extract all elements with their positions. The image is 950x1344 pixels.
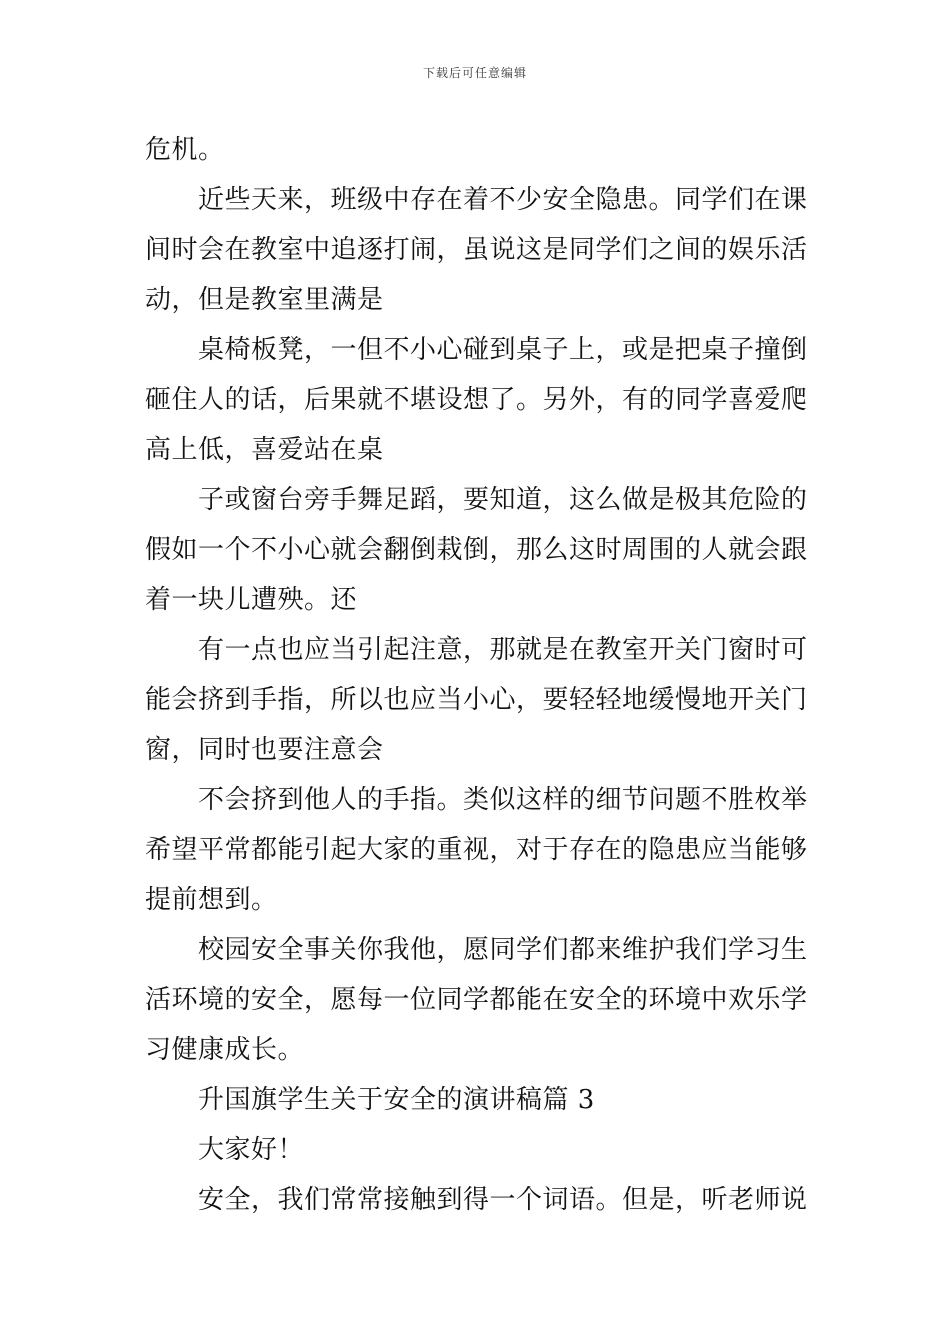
text-line: 校园安全事关你我他，愿同学们都来维护我们学习生 — [198, 935, 808, 965]
greeting-line: 大家好！ — [198, 1135, 305, 1165]
text-line: 安全，我们常常接触到得一个词语。但是，听老师说 — [198, 1185, 808, 1215]
text-line: 近些天来，班级中存在着不少安全隐患。同学们在课 — [198, 185, 808, 215]
text-line: 动，但是教室里满是 — [145, 285, 384, 315]
text-line: 能会挤到手指，所以也应当小心，要轻轻地缓慢地开关门 — [145, 685, 808, 715]
text-line: 间时会在教室中追逐打闹，虽说这是同学们之间的娱乐活 — [145, 235, 808, 265]
text-line: 活环境的安全，愿每一位同学都能在安全的环境中欢乐学 — [145, 985, 808, 1015]
text-line: 有一点也应当引起注意，那就是在教室开关门窗时可 — [198, 635, 808, 665]
text-line: 窗，同时也要注意会 — [145, 735, 384, 765]
text-line: 高上低，喜爱站在桌 — [145, 435, 384, 465]
text-line: 假如一个不小心就会翻倒栽倒，那么这时周围的人就会跟 — [145, 535, 808, 565]
text-line: 危机。 — [145, 135, 225, 165]
text-line: 桌椅板凳，一但不小心碰到桌子上，或是把桌子撞倒 — [198, 335, 808, 365]
document-body — [145, 125, 825, 1225]
text-line: 习健康成长。 — [145, 1035, 305, 1065]
section-heading: 升国旗学生关于安全的演讲稿篇 3 — [198, 1085, 595, 1115]
page-header-note: 下载后可任意编辑 — [422, 66, 527, 80]
text-line: 着一块儿遭殃。还 — [145, 585, 358, 615]
text-line: 希望平常都能引起大家的重视，对于存在的隐患应当能够 — [145, 835, 808, 865]
text-line: 提前想到。 — [145, 885, 278, 915]
text-line: 砸住人的话，后果就不堪设想了。另外，有的同学喜爱爬 — [145, 385, 808, 415]
text-line: 子或窗台旁手舞足蹈，要知道，这么做是极其危险的 — [198, 485, 808, 515]
text-line: 不会挤到他人的手指。类似这样的细节问题不胜枚举 — [198, 785, 808, 815]
